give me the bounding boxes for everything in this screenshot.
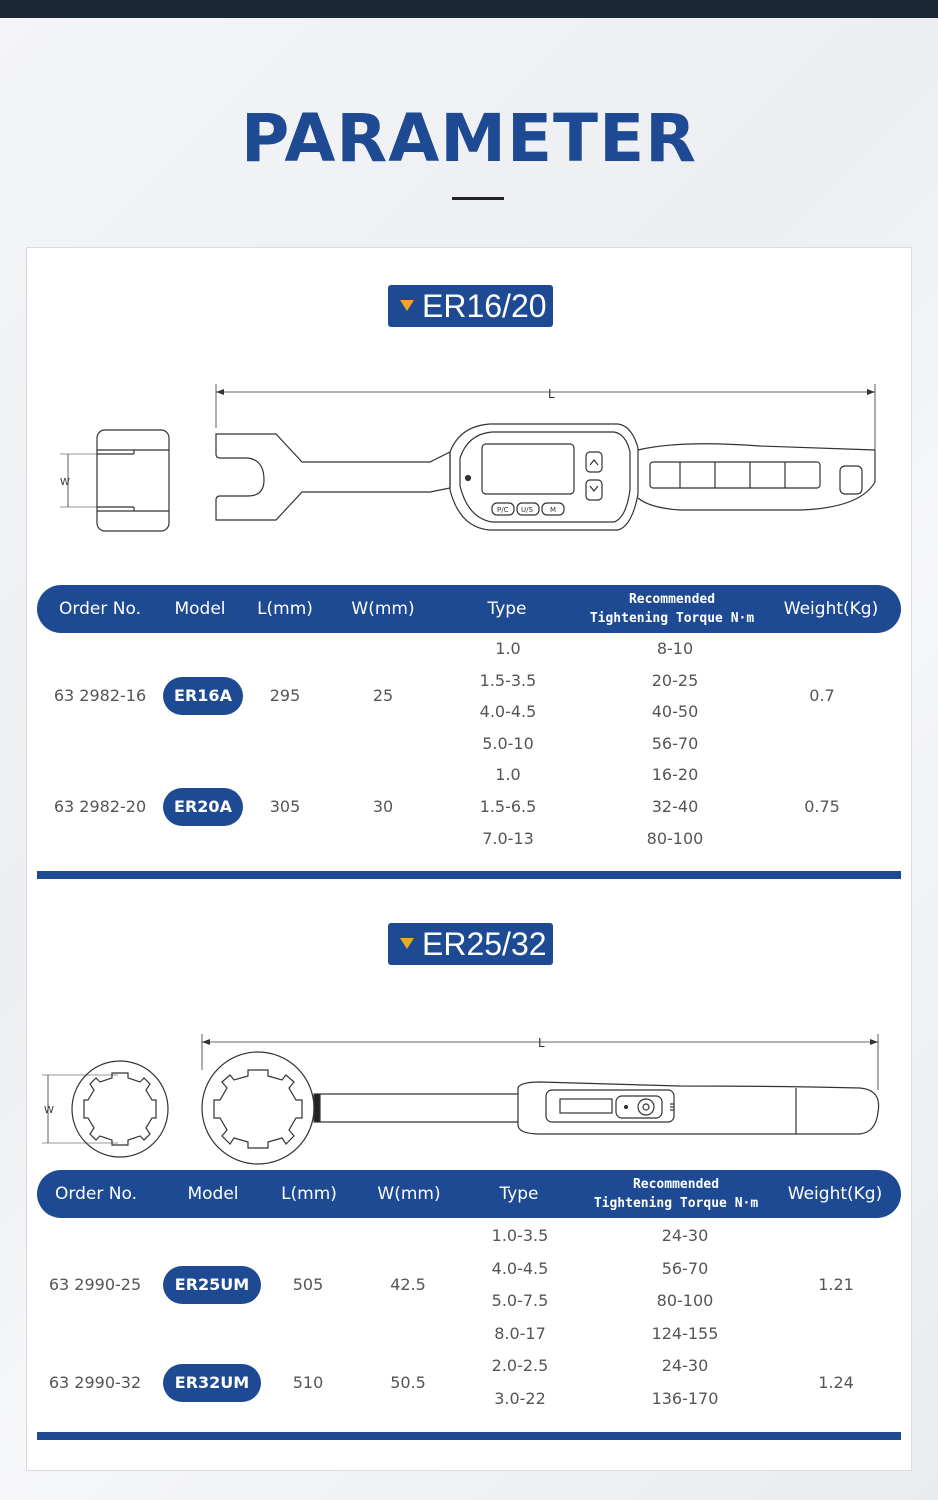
- torque-cell: 32-40: [651, 797, 699, 816]
- header-l-mm: L(mm): [281, 1184, 337, 1204]
- type-cell: 1.0-3.5: [491, 1226, 549, 1245]
- section-divider: [37, 1432, 901, 1440]
- type-cell: 2.0-2.5: [491, 1356, 549, 1375]
- header-order-no: Order No.: [59, 599, 141, 619]
- torque-cell: 20-25: [651, 671, 699, 690]
- l-mm-cell: 510: [292, 1373, 324, 1392]
- triangle-marker-icon: [400, 938, 414, 949]
- model-badge: ER25UM: [163, 1266, 261, 1304]
- type-cell: 3.0-22: [494, 1389, 546, 1408]
- torque-cell: 24-30: [661, 1356, 709, 1375]
- header-torque: [581, 1170, 771, 1218]
- type-cell: 8.0-17: [494, 1324, 546, 1343]
- header-torque-line2: Tightening Torque N·m: [593, 1196, 759, 1211]
- torque-cell: 40-50: [651, 702, 699, 721]
- header-weight: Weight(Kg): [783, 599, 879, 619]
- torque-cell: 56-70: [661, 1259, 709, 1278]
- weight-cell: 0.75: [804, 797, 840, 816]
- header-model: Model: [187, 1184, 239, 1204]
- order-no-cell: 63 2982-16: [53, 686, 147, 705]
- header-type: Type: [487, 599, 527, 619]
- header-torque: [577, 585, 767, 633]
- torque-cell: 80-100: [656, 1291, 714, 1310]
- type-cell: 5.0-7.5: [491, 1291, 549, 1310]
- torque-cell: 24-30: [661, 1226, 709, 1245]
- weight-cell: 1.21: [818, 1275, 854, 1294]
- header-order-no: Order No.: [55, 1184, 137, 1204]
- l-mm-cell: 305: [269, 797, 301, 816]
- model-badge: ER32UM: [163, 1364, 261, 1402]
- weight-cell: 1.24: [818, 1373, 854, 1392]
- header-l-mm: L(mm): [257, 599, 313, 619]
- type-cell: 1.0: [495, 639, 521, 658]
- w-mm-cell: 50.5: [390, 1373, 426, 1392]
- er16-wrench-drawing: [40, 378, 900, 548]
- header-w-mm: W(mm): [351, 599, 415, 619]
- header-type: Type: [499, 1184, 539, 1204]
- dimension-l-label: L: [548, 387, 555, 401]
- l-mm-cell: 295: [269, 686, 301, 705]
- header-weight: Weight(Kg): [787, 1184, 883, 1204]
- section-tag-label: ER16/20: [422, 288, 547, 324]
- type-cell: 5.0-10: [482, 734, 534, 753]
- w-mm-cell: 25: [372, 686, 394, 705]
- section-tag-er25-32: [388, 923, 553, 965]
- w-mm-cell: 42.5: [390, 1275, 426, 1294]
- pc-button-label: P/C: [497, 506, 509, 514]
- model-badge: ER16A: [163, 677, 243, 715]
- torque-cell: 80-100: [646, 829, 704, 848]
- header-torque-line1: Recommended: [632, 1177, 720, 1192]
- title-divider: [452, 197, 504, 200]
- section-tag-er16-20: [388, 285, 553, 327]
- dimension-w-label: W: [44, 1105, 54, 1116]
- header-torque-line1: Recommended: [628, 592, 716, 607]
- table-header-er25-32: [37, 1170, 901, 1218]
- table-header-er16-20: [37, 585, 901, 633]
- torque-cell: 16-20: [651, 765, 699, 784]
- weight-cell: 0.7: [809, 686, 835, 705]
- section-tag-label: ER25/32: [422, 926, 547, 962]
- m-button-label: M: [550, 506, 557, 514]
- type-cell: 4.0-4.5: [479, 702, 537, 721]
- torque-cell: 8-10: [656, 639, 694, 658]
- torque-cell: 56-70: [651, 734, 699, 753]
- top-bar: [0, 0, 938, 18]
- section-divider: [37, 871, 901, 879]
- er25-wrench-drawing: [40, 1030, 900, 1165]
- type-cell: 1.0: [495, 765, 521, 784]
- triangle-marker-icon: [400, 300, 414, 311]
- type-cell: 1.5-3.5: [479, 671, 537, 690]
- model-badge: ER20A: [163, 788, 243, 826]
- torque-cell: 124-155: [651, 1324, 719, 1343]
- type-cell: 1.5-6.5: [479, 797, 537, 816]
- order-no-cell: 63 2982-20: [53, 797, 147, 816]
- type-cell: 4.0-4.5: [491, 1259, 549, 1278]
- page-title: PARAMETER: [241, 100, 697, 177]
- header-torque-line2: Tightening Torque N·m: [589, 611, 755, 626]
- type-cell: 7.0-13: [482, 829, 534, 848]
- dimension-w-label: W: [60, 477, 70, 488]
- header-w-mm: W(mm): [377, 1184, 441, 1204]
- us-button-label: U/S: [521, 506, 533, 514]
- dimension-l-label: L: [538, 1036, 545, 1050]
- header-model: Model: [174, 599, 226, 619]
- order-no-cell: 63 2990-32: [48, 1373, 142, 1392]
- w-mm-cell: 30: [372, 797, 394, 816]
- torque-cell: 136-170: [651, 1389, 719, 1408]
- order-no-cell: 63 2990-25: [48, 1275, 142, 1294]
- l-mm-cell: 505: [292, 1275, 324, 1294]
